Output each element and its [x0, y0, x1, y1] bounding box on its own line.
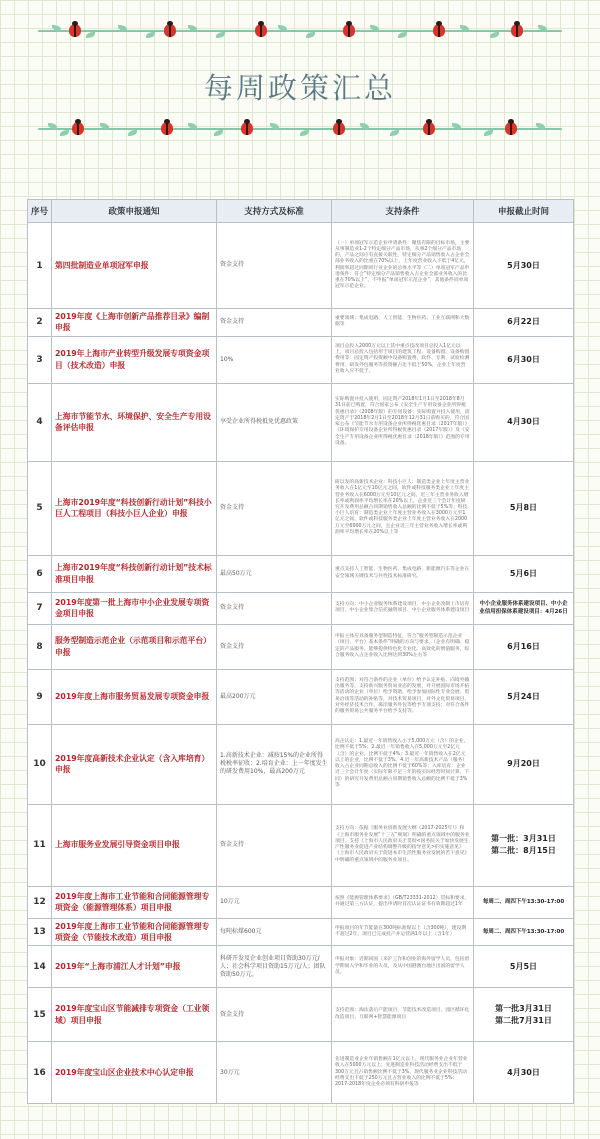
ladybug-icon: [241, 122, 253, 135]
support-conditions: 按照《能源管理体系要求》（GB/T23331-2012）贯标和要求，并通过第三方认证，提出申请时首次认证证书有效期超过1年: [332, 886, 474, 918]
policy-name: 2019年度宝山区企业技术中心认定申报: [52, 1042, 217, 1104]
support-conditions: 高企认定：1.最近一年销售收入小于5,000万元（含）的企业，比例不低于5%；2.最近一年销售收入在5,000万元至2亿元（含）的企业，比例不低于4%；3.最近一年销售收入在2亿元以上的企业，比例不低于3%。4.近一年高新技术产品（服务）收入占企业同期总收入的比例不低于60%等；入库培育：企业近三个会计年度（实际年限不足三年的按实际经营时间计算，下同）的研究开发费用总额占同期销售收入总额的比例不低于3%等: [332, 724, 474, 804]
ladybug-icon: [343, 24, 355, 37]
policy-table: [27, 199, 574, 1104]
deadline: 第一批3月31日 第二批7月31日: [474, 988, 574, 1042]
policy-name: 2019年度高新技术企业认定（含入库培育）申报: [52, 724, 217, 804]
policy-name: 上海市2019年度“科技创新行动计划”技术标准项目申报: [52, 555, 217, 592]
top-vine-decoration: [38, 19, 562, 43]
policy-name: 2019年度宝山区节能减排专项资金（工业领域）项目申报: [52, 988, 217, 1042]
support-method: 每吨标煤600元: [217, 918, 332, 946]
support-method: 最高200万元: [217, 669, 332, 724]
leaf-icon: [300, 130, 309, 136]
policy-name: 2019年度上海市工业节能和合同能源管理专项资金（节能技术改造）项目申报: [52, 918, 217, 946]
table-row: [28, 1042, 574, 1104]
ladybug-icon: [72, 122, 84, 135]
row-number: 13: [28, 918, 52, 946]
support-conditions: 先进制造业企业年销售额在1亿元以上，现代服务业企业年营业收入在5000万元以上；先进制造业科技活动经费支出不低于300万元且占销售额比例不低于3%，现代服务业企业科技活动经费支出不低于250万元且占营业收入的比例不低于5%；2017-2018年度企业必须有科研申报等: [332, 1042, 474, 1104]
ladybug-icon: [164, 24, 176, 37]
deadline: 第一批：3月31日 第二批：8月15日: [474, 804, 574, 886]
row-number: 15: [28, 988, 52, 1042]
deadline: 5月6日: [474, 555, 574, 592]
policy-name: 2019年度上海市工业节能和合同能源管理专项资金（能源管理体系）项目申报: [52, 886, 217, 918]
row-number: 12: [28, 886, 52, 918]
deadline: 5月30日: [474, 223, 574, 309]
table-row: [28, 624, 574, 669]
policy-name: 上海市节能节水、环境保护、安全生产专用设备评估申报: [52, 383, 217, 461]
table-row: [28, 724, 574, 804]
ladybug-icon: [433, 24, 445, 37]
support-method: 资金支持: [217, 461, 332, 555]
policy-name: 服务型制造示范企业（示范项目和示范平台）申报: [52, 624, 217, 669]
policy-name: 2019年上海市产业转型升级发展专项资金项目（技术改造）申报: [52, 336, 217, 383]
bottom-vine-decoration: [38, 117, 562, 141]
leaf-icon: [398, 32, 407, 38]
deadline: 6月22日: [474, 309, 574, 337]
table-row: [28, 946, 574, 988]
ladybug-icon: [511, 24, 523, 37]
support-conditions: 项目总投入2000万元以上其中重点技改项目总投入1亿元以上，项目总投入包括用于项目的建筑工程、设备购置、设备购置费用等：固定资产投资额中设备购置费、软件、专利、试验检测费用、研发外包服务等投资额占比不低于50%，企业上年度营业收入应不低于。: [332, 336, 474, 383]
row-number: 1: [28, 223, 52, 309]
policy-name: 2019年度第一批上海市中小企业发展专项资金项目申报: [52, 592, 217, 624]
deadline: 5月24日: [474, 669, 574, 724]
table-row: [28, 669, 574, 724]
support-conditions: 研以发的高新技术企业：科技小巨人：制造类企业上年度主营业务收入在1亿元至10亿元之间，软件或科技服务类企业上年度主营业务收入在6000万元至10亿元之间，近三年主营业务收入增长率或利润率平均增长率在20%以上，企业近三个会计年度研究开发费用总额占同期销售收入总额的比例不低于5%等；科技小巨人培育：制造类企业上年度主营业务收入在3000万元至1亿元之间，软件或科技服务类企业上年度主营业务收入在2000万元至6000万元之间，且企业近三年主营业务收入增长率或利润率平均增长率在20%以上等: [332, 461, 474, 555]
deadline: 5月5日: [474, 946, 574, 988]
support-method: 30万元: [217, 1042, 332, 1104]
table-row: [28, 555, 574, 592]
leaf-icon: [128, 130, 137, 136]
deadline: 每周二、周四下午13:30-17:00: [474, 918, 574, 946]
support-method: 享受企业所得税抵免优惠政策: [217, 383, 332, 461]
row-number: 14: [28, 946, 52, 988]
row-number: 7: [28, 592, 52, 624]
leaf-icon: [86, 32, 95, 38]
support-method: 10万元: [217, 886, 332, 918]
header-support: 支持方式及标准: [217, 200, 332, 223]
table-row: [28, 309, 574, 337]
row-number: 16: [28, 1042, 52, 1104]
row-number: 9: [28, 669, 52, 724]
ladybug-icon: [255, 24, 267, 37]
support-conditions: 重点支持人工智能、生物医药、集成电路、新能源汽车等企业在安全领域关键技术与共性技术标准研究。: [332, 555, 474, 592]
policy-name: 2019年度《上海市创新产品推荐目录》编制申报: [52, 309, 217, 337]
vine-line: [38, 30, 562, 32]
policy-name: 2019年度上海市服务贸易发展专项资金申报: [52, 669, 217, 724]
support-conditions: 申报对象：近期回国（来沪工作和创业的海外留学人员，包括留学期间入学和毕业的人员，及从中国港澳台地区出国的留学人员。: [332, 946, 474, 988]
table-row: [28, 988, 574, 1042]
support-method: 资金支持: [217, 988, 332, 1042]
page-title: 每周政策汇总: [203, 71, 396, 105]
table-row: [28, 383, 574, 461]
table-row: [28, 804, 574, 886]
support-conditions: 支持方向：依据《服务业创新发展大纲（2017-2025年）》和《上海市服务业发展“十三五”规划》明确的重点领域中的服务业项目。支持《上海市人民政府关于贯彻<国务院关于加快发展生产性服务业促进产业结构调整升级的指导意见>的实施意见》《上海市人民政府关于促进本市生活性服务业发展的若干意见》中明确的重点领域中的服务业项目。: [332, 804, 474, 886]
leaf-icon: [306, 32, 315, 38]
support-conditions: 支持范围：对符合条件的企业（单位）给予认定补贴，向境外输出服务等，支持新兴服务贸易业态的发展，对开展国际市场开拓等活动的企业（单位）给予资助，给予参加国际性专业会展、贸易洽谈等活动的补贴等，对技术贸易项目、对外文化贸易项目、对外经济技术合作、离岸服务外包等给予专项支持；对符合条件的服务贸易公共服务平台给予支持等。: [332, 669, 474, 724]
row-number: 11: [28, 804, 52, 886]
deadline: 中小企业服务体系建设项目、中小企业信用担保体系建设项目：4月26日: [474, 592, 574, 624]
table-row: [28, 336, 574, 383]
support-method: 资金支持: [217, 309, 332, 337]
ladybug-icon: [333, 122, 345, 135]
row-number: 4: [28, 383, 52, 461]
row-number: 2: [28, 309, 52, 337]
table-header-row: [28, 200, 574, 223]
table-row: [28, 886, 574, 918]
header-conditions: 支持条件: [332, 200, 474, 223]
support-method: 10%: [217, 336, 332, 383]
policy-name: 上海市2019年度“科技创新行动计划”科技小巨人工程项目（科技小巨人企业）申报: [52, 461, 217, 555]
support-method: 科研开发及企业创业项目资助30万元/人；社会科学项目资助15万元/人；团队资助50万元。: [217, 946, 332, 988]
table-row: [28, 223, 574, 309]
support-method: 资金支持: [217, 592, 332, 624]
support-method: 资金支持: [217, 624, 332, 669]
row-number: 6: [28, 555, 52, 592]
support-conditions: 申报主体应具备服务型制造特征，符合“服务型制造示范企业（项目、平台）基本条件”明确的方向与要求。（企业有明确、稳定的产品服务，能够提供特色化专业化、高效化的增值服务，综合服务收入占企业收入比例达到30%左右等: [332, 624, 474, 669]
header-name: 政策申报通知: [52, 200, 217, 223]
ladybug-icon: [69, 24, 81, 37]
header-no: 序号: [28, 200, 52, 223]
row-number: 8: [28, 624, 52, 669]
policy-name: 第四批制造业单项冠军申报: [52, 223, 217, 309]
support-conditions: 实际购置并投入使用，固定资产2018年1月1日至2018年8月31日前已购置，符合国家公布《安全生产专用设备企业所得税优惠目录》（2008年版）的专用设备；实际购置并投入使用，固定资产于2018年2月1日至2018年12月31日前购买的，符合国家公布《节能节水专用设备企业所得税优惠目录（2017年版）》《环境保护专用设备企业所得税优惠目录（2017年版）》及《安全生产专用设备企业所得税优惠目录（2018年版）》范围的专用设备。: [332, 383, 474, 461]
support-conditions: （一）单项冠军示范企业申请条件：聚焦有限的目标市场，主要从事制造业1-2个特定细分产品市场，从事2个细分产品市场的，产品之间应有直接关联性，特定细分产品销售收入占企业全部业务收入的比重在70%以上，上年度营业收入不低于4亿元，利润率超过同期同行业企业的总体水平等（二）单项冠军产品申请条件：符合“特定细分产品销售收入占企业全部业务收入的比重在70%以上”，不申报“单项冠军示范企业”，其他条件同单项冠军示范企业。: [332, 223, 474, 309]
leaf-icon: [216, 32, 225, 38]
row-number: 5: [28, 461, 52, 555]
support-conditions: 支持方向：中小企业服务体系建设项目、中小企业改制上市培育项目、中小企业集合信托融资项目、中小企业服务体系建设项目: [332, 592, 474, 624]
leaf-icon: [146, 32, 155, 38]
row-number: 10: [28, 724, 52, 804]
header-deadline: 申报截止时间: [474, 200, 574, 223]
leaf-icon: [390, 130, 399, 136]
vine-line: [38, 128, 562, 130]
support-method: 1.高新技术企业：减按15%的企业所得税税率征收；2.培育企业：上一年度发生的研发费用10%，最高200万元: [217, 724, 332, 804]
deadline: 6月16日: [474, 624, 574, 669]
ladybug-icon: [505, 122, 517, 135]
deadline: 4月30日: [474, 1042, 574, 1104]
deadline: 每周二、周四下午13:30-17:00: [474, 886, 574, 918]
deadline: 4月30日: [474, 383, 574, 461]
table-row: [28, 918, 574, 946]
support-method: 资金支持: [217, 804, 332, 886]
deadline: 9月20日: [474, 724, 574, 804]
support-conditions: 申报项目的年节能量在300吨标准煤以上（含300吨），建设期不超过2年，项目已完成投产并运营满1年以上（含1年）: [332, 918, 474, 946]
policy-name: 上海市服务业发展引导资金项目申报: [52, 804, 217, 886]
table-row: [28, 592, 574, 624]
deadline: 6月30日: [474, 336, 574, 383]
ladybug-icon: [423, 122, 435, 135]
leaf-icon: [490, 32, 499, 38]
deadline: 5月8日: [474, 461, 574, 555]
leaf-icon: [60, 130, 69, 136]
leaf-icon: [214, 130, 223, 136]
support-conditions: 支持范围：淘汰落后产能项目、节能技术改造项目、园区循环化改造项目、互联网+智慧能源项目: [332, 988, 474, 1042]
support-method: 资金支持: [217, 223, 332, 309]
support-method: 最高50万元: [217, 555, 332, 592]
ladybug-icon: [161, 122, 173, 135]
policy-name: 2019年“上海市浦江人才计划”申报: [52, 946, 217, 988]
leaf-icon: [484, 130, 493, 136]
row-number: 3: [28, 336, 52, 383]
table-row: [28, 461, 574, 555]
support-conditions: 重要领域：集成电路、人工智能、生物医药、工业互联网和大数据等: [332, 309, 474, 337]
